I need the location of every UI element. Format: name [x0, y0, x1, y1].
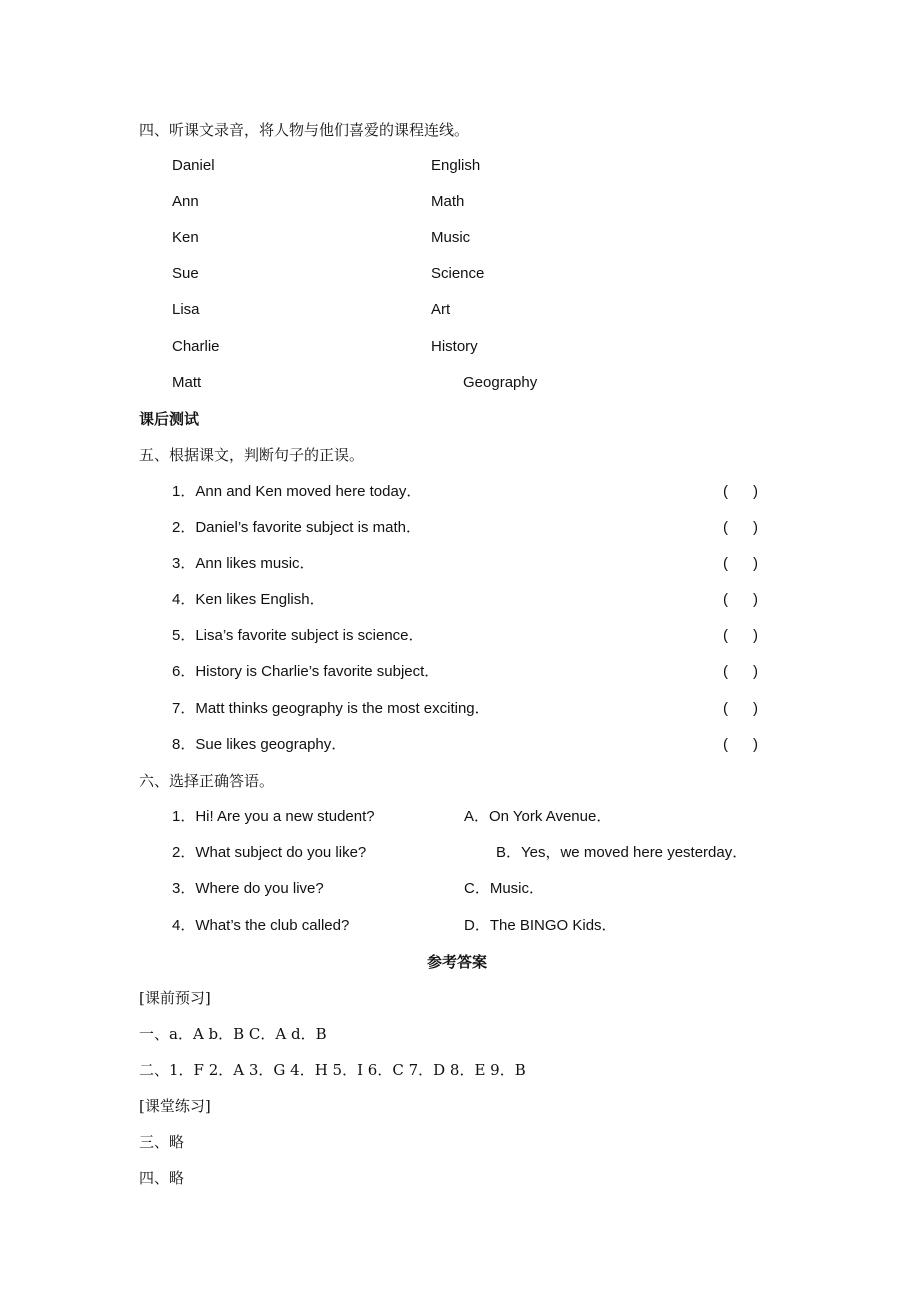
question-item: 4．What’s the club called?	[172, 917, 350, 934]
section4-title: 四、听课文录音，将人物与他们喜爱的课程连线。	[139, 121, 470, 139]
answer-line-1: 一、a．A b．B C．A d．B	[139, 1025, 327, 1043]
after-class-title: 课后测试	[139, 410, 200, 428]
answer-option: C．Music．	[464, 880, 545, 897]
statement-item: 8．Sue likes geography．	[172, 736, 347, 753]
statement-item: 2．Daniel’s favorite subject is math．	[172, 519, 421, 536]
answer-blank: ( )	[723, 591, 758, 608]
name-item: Matt	[172, 374, 202, 391]
answer-blank: ( )	[723, 700, 758, 717]
preview-header: [课前预习]	[139, 989, 211, 1007]
section6-title: 六、选择正确答语。	[139, 772, 275, 790]
subject-item: History	[431, 338, 478, 355]
answer-option: A．On York Avenue．	[464, 808, 612, 825]
answer-blank: ( )	[723, 555, 758, 572]
question-item: 1．Hi! Are you a new student?	[172, 808, 375, 825]
answer-line-4: 四、略	[139, 1169, 185, 1187]
answer-blank: ( )	[723, 519, 758, 536]
answer-blank: ( )	[723, 736, 758, 753]
question-item: 2．What subject do you like?	[172, 844, 367, 861]
subject-item: Art	[431, 301, 451, 318]
name-item: Charlie	[172, 338, 220, 355]
question-item: 3．Where do you live?	[172, 880, 324, 897]
name-item: Ken	[172, 229, 199, 246]
answer-blank: ( )	[723, 627, 758, 644]
answer-option: D．The BINGO Kids．	[464, 917, 617, 934]
subject-item: Math	[431, 193, 465, 210]
subject-item: English	[431, 157, 481, 174]
section5-title: 五、根据课文，判断句子的正误。	[139, 446, 365, 464]
name-item: Daniel	[172, 157, 215, 174]
name-item: Lisa	[172, 301, 200, 318]
practice-header: [课堂练习]	[139, 1097, 211, 1115]
answer-blank: ( )	[723, 483, 758, 500]
answer-key-title: 参考答案	[427, 953, 488, 971]
statement-item: 1．Ann and Ken moved here today．	[172, 483, 422, 500]
answer-line-2: 二、1．F 2．A 3．G 4．H 5．I 6．C 7．D 8．E 9．B	[139, 1061, 526, 1079]
answer-option: B．Yes，we moved here yesterday．	[496, 844, 748, 861]
name-item: Ann	[172, 193, 199, 210]
name-item: Sue	[172, 265, 199, 282]
statement-item: 4．Ken likes English．	[172, 591, 325, 608]
statement-item: 3．Ann likes music．	[172, 555, 315, 572]
statement-item: 6．History is Charlie’s favorite subject．	[172, 663, 440, 680]
answer-line-3: 三、略	[139, 1133, 185, 1151]
statement-item: 5．Lisa’s favorite subject is science．	[172, 627, 424, 644]
answer-blank: ( )	[723, 663, 758, 680]
subject-item: Geography	[463, 374, 538, 391]
subject-item: Music	[431, 229, 471, 246]
statement-item: 7．Matt thinks geography is the most exciting．	[172, 700, 490, 717]
subject-item: Science	[431, 265, 485, 282]
